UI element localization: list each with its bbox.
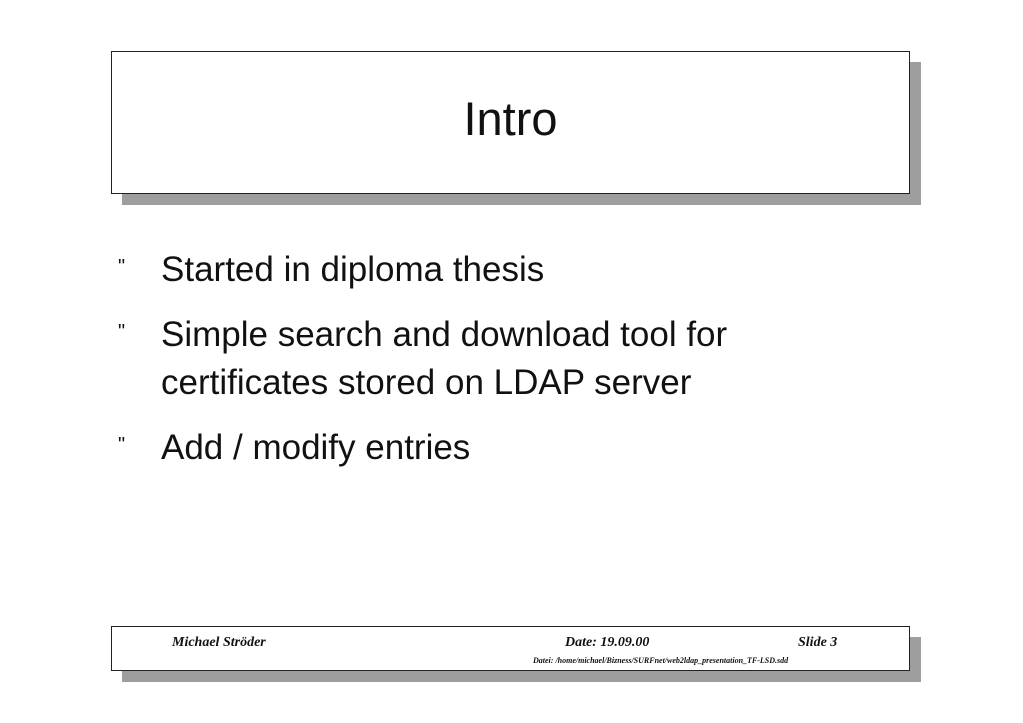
slide-title: Intro [463,92,558,145]
bullet-list [118,246,878,489]
bullet-text [161,424,470,472]
bullet-line: Started in diploma thesis [161,250,545,289]
bullet-icon: " [118,256,126,278]
footer-box [111,626,910,671]
footer-file-path: Datei: /home/michael/Bizness/SURFnet/web2ldap_presentation_TF-LSD.sdd [533,656,789,665]
bullet-line: certificates stored on LDAP server [161,363,692,402]
list-item [118,424,878,472]
bullet-text [161,246,544,294]
footer-author: Michael Ströder [172,635,266,650]
bullet-line: Simple search and download tool for [161,315,728,354]
list-item [118,246,878,294]
footer-slide-number: Slide 3 [798,635,838,650]
list-item [118,311,878,407]
bullet-icon: " [118,434,126,456]
bullet-text [161,311,727,407]
bullet-icon: " [118,321,126,343]
title-box [111,51,910,194]
footer-date: Date: 19.09.00 [565,635,650,650]
bullet-line: Add / modify entries [161,428,471,467]
